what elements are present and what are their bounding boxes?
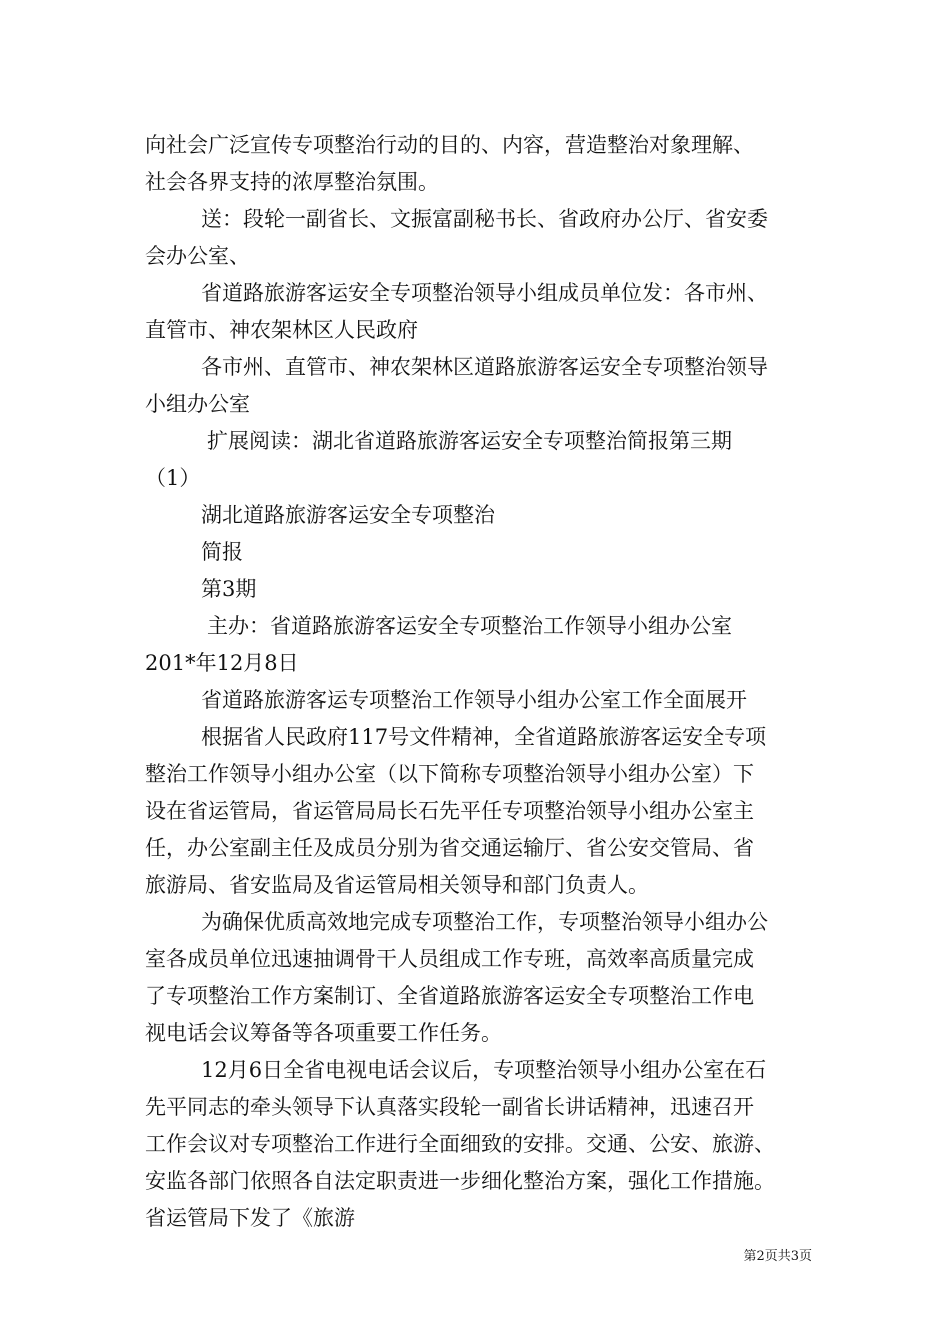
text-line: 省道路旅游客运专项整治工作领导小组办公室工作全面展开	[201, 688, 747, 712]
text-line: 小组办公室	[145, 392, 250, 416]
text-line: （1）	[145, 466, 201, 490]
text-line: 湖北道路旅游客运安全专项整治	[201, 503, 495, 527]
text-line: 安监各部门依照各自法定职责进一步细化整治方案，强化工作措施。	[145, 1169, 775, 1193]
text-line: 视电话会议筹备等各项重要工作任务。	[145, 1021, 502, 1045]
text-line: 社会各界支持的浓厚整治氛围。	[145, 170, 439, 194]
text-line: 向社会广泛宣传专项整治行动的目的、内容，营造整治对象理解、	[145, 133, 754, 157]
text-line: 201*年12月8日	[145, 651, 299, 675]
text-line: 任，办公室副主任及成员分别为省交通运输厅、省公安交管局、省	[145, 836, 754, 860]
text-line: 先平同志的牵头领导下认真落实段轮一副省长讲话精神，迅速召开	[145, 1095, 754, 1119]
text-line: 第3期	[201, 577, 257, 601]
text-line: 各市州、直管市、神农架林区道路旅游客运安全专项整治领导	[201, 355, 768, 379]
text-line: 根据省人民政府117号文件精神，全省道路旅游客运安全专项	[201, 725, 767, 749]
text-line: 省道路旅游客运安全专项整治领导小组成员单位发：各市州、	[201, 281, 768, 305]
text-line: 主办：省道路旅游客运安全专项整治工作领导小组办公室	[207, 614, 732, 638]
text-line: 12月6日全省电视电话会议后，专项整治领导小组办公室在石	[201, 1058, 767, 1082]
text-line: 整治工作领导小组办公室（以下简称专项整治领导小组办公室）下	[145, 762, 754, 786]
text-line: 送：段轮一副省长、文振富副秘书长、省政府办公厅、省安委	[201, 207, 768, 231]
text-line: 了专项整治工作方案制订、全省道路旅游客运安全专项整治工作电	[145, 984, 754, 1008]
text-line: 为确保优质高效地完成专项整治工作，专项整治领导小组办公	[201, 910, 768, 934]
text-line: 设在省运管局，省运管局局长石先平任专项整治领导小组办公室主	[145, 799, 754, 823]
text-line: 扩展阅读：湖北省道路旅游客运安全专项整治简报第三期	[207, 429, 732, 453]
text-line: 工作会议对专项整治工作进行全面细致的安排。交通、公安、旅游、	[145, 1132, 775, 1156]
text-line: 会办公室、	[145, 244, 250, 268]
text-line: 直管市、神农架林区人民政府	[145, 318, 418, 342]
page-number-footer: 第2页共3页	[743, 1249, 812, 1264]
text-line: 简报	[201, 540, 243, 564]
text-line: 旅游局、省安监局及省运管局相关领导和部门负责人。	[145, 873, 649, 897]
document-body	[145, 127, 810, 1237]
text-line: 室各成员单位迅速抽调骨干人员组成工作专班，高效率高质量完成	[145, 947, 754, 971]
text-line: 省运管局下发了《旅游	[145, 1206, 355, 1230]
